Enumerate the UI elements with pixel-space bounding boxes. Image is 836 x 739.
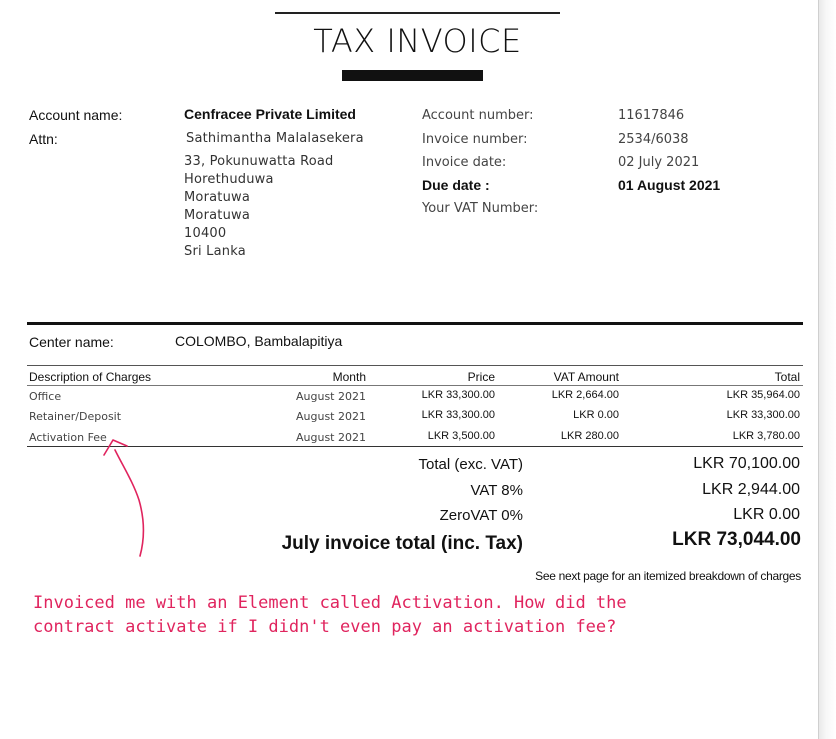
account-name-label: Account name: [29,107,123,123]
invoice-title: TAX INVOICE [313,22,522,60]
row-price: LKR 33,300.00 [421,389,495,401]
address-line: Horethuduwa [184,172,274,187]
row-description: Retainer/Deposit [29,410,122,423]
account-name-value: Cenfracee Private Limited [184,106,356,122]
zerovat-value: LKR 0.00 [733,506,800,523]
row-month: August 2021 [296,410,366,423]
row-total: LKR 35,964.00 [726,389,800,401]
account-number-label: Account number: [422,108,534,123]
invoice-number-value: 2534/6038 [618,132,689,147]
address-line: 10400 [184,226,227,241]
vat-value: LKR 2,944.00 [702,481,800,498]
total-exc-vat-label: Total (exc. VAT) [418,456,523,473]
invoice-date-value: 02 July 2021 [618,155,700,170]
row-description: Activation Fee [29,431,107,444]
grand-total-value: LKR 73,044.00 [672,529,801,550]
due-date-value: 01 August 2021 [618,177,721,193]
grand-total-label: July invoice total (inc. Tax) [281,533,523,554]
annotation-line: Invoiced me with an Element called Activation. How did the [33,593,627,613]
due-date-label: Due date : [422,177,490,193]
header-total: Total [774,370,800,384]
vat-label: VAT 8% [470,482,523,499]
row-vat: LKR 2,664.00 [551,389,619,401]
annotation-line: contract activate if I didn't even pay an activation fee? [33,617,617,637]
row-month: August 2021 [296,431,366,444]
row-price: LKR 3,500.00 [427,430,495,442]
row-total: LKR 3,780.00 [732,430,800,442]
header-month: Month [332,370,366,384]
address-line: Moratuwa [184,190,251,205]
address-line: Sathimantha Malalasekera [186,131,364,146]
row-price: LKR 33,300.00 [421,409,495,421]
row-vat: LKR 0.00 [573,409,619,421]
invoice-number-label: Invoice number: [422,132,528,147]
row-description: Office [29,390,62,403]
header-vat: VAT Amount [553,370,619,384]
address-line: Moratuwa [184,208,251,223]
center-name-label: Center name: [29,334,114,350]
address-line: 33, Pokunuwatta Road [184,154,334,169]
center-name-value: COLOMBO, Bambalapitiya [175,333,343,349]
row-total: LKR 33,300.00 [726,409,800,421]
address-line: Sri Lanka [184,244,246,259]
invoice-date-label: Invoice date: [422,155,507,170]
header-price: Price [467,370,495,384]
zerovat-label: ZeroVAT 0% [439,507,523,524]
vat-number-label: Your VAT Number: [422,201,539,216]
itemized-note: See next page for an itemized breakdown of charges [535,569,801,583]
total-exc-vat-value: LKR 70,100.00 [693,455,800,472]
attn-label: Attn: [29,131,58,147]
account-number-value: 11617846 [618,108,685,123]
row-vat: LKR 280.00 [560,430,619,442]
header-description: Description of Charges [29,370,152,384]
row-month: August 2021 [296,390,366,403]
